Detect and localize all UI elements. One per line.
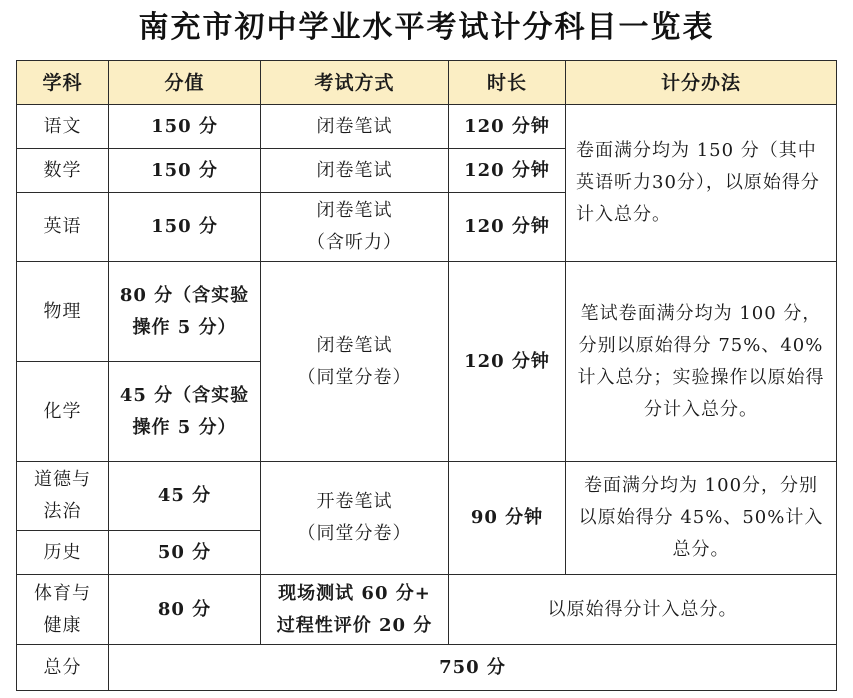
score-table: [16, 60, 837, 691]
duration-cell: 120 分钟: [449, 149, 566, 193]
page-title: 南充市初中学业水平考试计分科目一览表: [138, 10, 715, 45]
exam-mode-cell: 闭卷笔试: [261, 105, 449, 149]
header-row: [17, 61, 837, 105]
score-cell: 150 分: [109, 105, 261, 149]
total-value: 750 分: [109, 645, 837, 691]
method-cell-pe: 以原始得分计入总分。: [449, 575, 837, 645]
score-cell: 150 分: [109, 193, 261, 262]
subject-cell: [17, 575, 109, 645]
subject-cell: 英语: [17, 193, 109, 262]
exam-mode-line: 开卷笔试: [316, 491, 393, 512]
subject-line: 道德与: [34, 469, 91, 490]
method-cell-humanities: 卷面满分均为 100分，分别以原始得分 45%、50%计入总分。: [566, 462, 837, 575]
exam-mode-line: 闭卷笔试: [316, 334, 393, 356]
exam-mode-line: 过程性评价 20 分: [276, 614, 433, 636]
header-subject: 学科: [17, 61, 109, 105]
duration-cell-science: 120 分钟: [449, 262, 566, 462]
exam-mode-line: （同堂分卷）: [297, 523, 412, 544]
score-cell: 45 分（含实验操作 5 分）: [109, 362, 261, 462]
header-score: 分值: [109, 61, 261, 105]
subject-cell: [17, 462, 109, 531]
subject-cell: 化学: [17, 362, 109, 462]
total-label: 总分: [17, 645, 109, 691]
table-row: [17, 575, 837, 645]
subject-line: 体育与: [34, 582, 91, 604]
exam-mode-line: 闭卷笔试: [316, 200, 393, 221]
score-cell: 80 分（含实验操作 5 分）: [109, 262, 261, 362]
exam-mode-cell-humanities: [261, 462, 449, 575]
exam-mode-cell: [261, 193, 449, 262]
score-cell: 45 分: [109, 462, 261, 531]
duration-cell: 120 分钟: [449, 193, 566, 262]
subject-cell: 物理: [17, 262, 109, 362]
header-exam-mode: 考试方式: [261, 61, 449, 105]
method-cell-language: 卷面满分均为 150 分（其中英语听力30分），以原始得分计入总分。: [566, 105, 837, 262]
header-method: 计分办法: [566, 61, 837, 105]
exam-mode-cell: [261, 575, 449, 645]
method-cell-science: 笔试卷面满分均为 100 分，分别以原始得分 75%、40%计入总分；实验操作以原始得分计入总分。: [566, 262, 837, 462]
subject-line: 法治: [43, 501, 82, 522]
subject-line: 健康: [43, 614, 82, 636]
duration-cell: 120 分钟: [449, 105, 566, 149]
exam-mode-line: （含听力）: [307, 232, 402, 253]
exam-mode-line: 现场测试 60 分+: [278, 582, 431, 604]
table-row: [17, 462, 837, 531]
score-cell: 150 分: [109, 149, 261, 193]
duration-cell-humanities: 90 分钟: [449, 462, 566, 575]
exam-mode-cell-science: [261, 262, 449, 462]
subject-cell: 历史: [17, 531, 109, 575]
exam-mode-cell: 闭卷笔试: [261, 149, 449, 193]
table-row: [17, 262, 837, 362]
exam-mode-line: （同堂分卷）: [297, 366, 412, 388]
subject-cell: 语文: [17, 105, 109, 149]
subject-cell: 数学: [17, 149, 109, 193]
table-row: [17, 105, 837, 149]
header-duration: 时长: [449, 61, 566, 105]
score-cell: 80 分: [109, 575, 261, 645]
score-cell: 50 分: [109, 531, 261, 575]
total-row: [17, 645, 837, 691]
